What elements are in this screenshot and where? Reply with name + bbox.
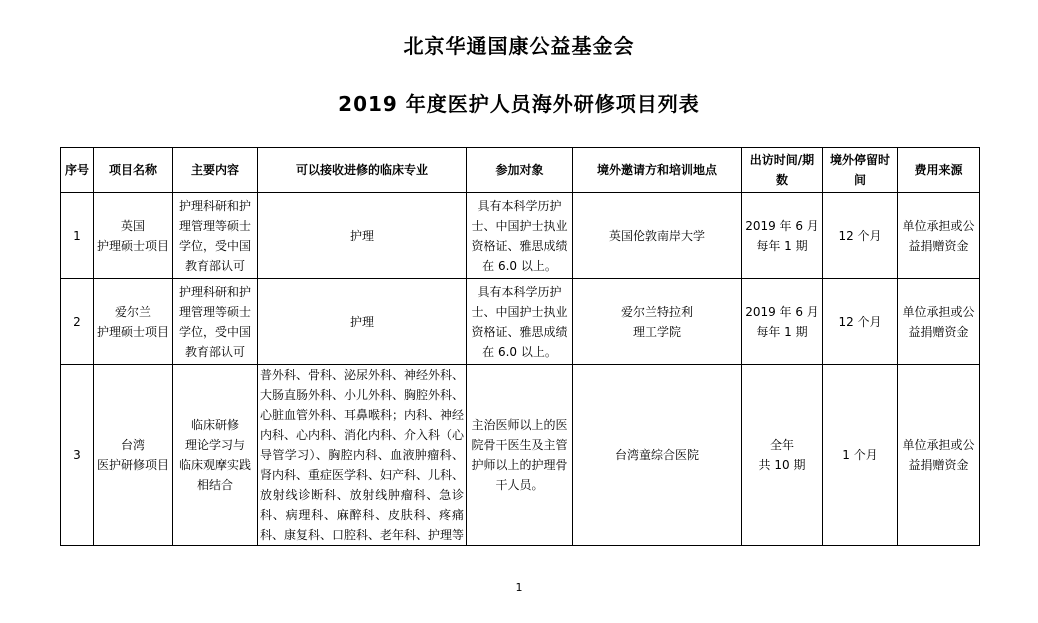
column-header-target: 参加对象 bbox=[467, 148, 573, 193]
cell-time: 2019 年 6 月 每年 1 期 bbox=[742, 193, 823, 279]
cell-specialty: 护理 bbox=[258, 279, 467, 365]
cell-content: 护理科研和护理管理等硕士学位，受中国教育部认可 bbox=[173, 193, 258, 279]
column-header-time: 出访时间/期数 bbox=[742, 148, 823, 193]
table-row bbox=[61, 193, 980, 279]
cell-name: 英国 护理硕士项目 bbox=[94, 193, 173, 279]
cell-name: 台湾 医护研修项目 bbox=[94, 365, 173, 546]
cell-funding: 单位承担或公益捐赠资金 bbox=[898, 193, 980, 279]
cell-no: 1 bbox=[61, 193, 94, 279]
cell-target: 主治医师以上的医院骨干医生及主管护师以上的护理骨干人员。 bbox=[467, 365, 573, 546]
cell-stay: 12 个月 bbox=[823, 193, 898, 279]
column-header-name: 项目名称 bbox=[94, 148, 173, 193]
cell-no: 3 bbox=[61, 365, 94, 546]
cell-content: 临床研修 理论学习与 临床观摩实践 相结合 bbox=[173, 365, 258, 546]
table-row bbox=[61, 365, 980, 546]
cell-time: 全年 共 10 期 bbox=[742, 365, 823, 546]
cell-host: 爱尔兰特拉利 理工学院 bbox=[573, 279, 742, 365]
column-header-host: 境外邀请方和培训地点 bbox=[573, 148, 742, 193]
table-row bbox=[61, 279, 980, 365]
cell-target: 具有本科学历护士、中国护士执业资格证、雅思成绩在 6.0 以上。 bbox=[467, 193, 573, 279]
cell-target: 具有本科学历护士、中国护士执业资格证、雅思成绩在 6.0 以上。 bbox=[467, 279, 573, 365]
cell-specialty: 护理 bbox=[258, 193, 467, 279]
table-header-row bbox=[61, 148, 980, 193]
page-number: 1 bbox=[515, 581, 523, 594]
cell-name: 爱尔兰 护理硕士项目 bbox=[94, 279, 173, 365]
cell-funding: 单位承担或公益捐赠资金 bbox=[898, 279, 980, 365]
cell-content: 护理科研和护理管理等硕士学位，受中国教育部认可 bbox=[173, 279, 258, 365]
document-title: 2019 年度医护人员海外研修项目列表 bbox=[338, 92, 700, 116]
column-header-funding: 费用来源 bbox=[898, 148, 980, 193]
project-table bbox=[60, 147, 980, 546]
cell-host: 台湾童综合医院 bbox=[573, 365, 742, 546]
cell-no: 2 bbox=[61, 279, 94, 365]
cell-stay: 12 个月 bbox=[823, 279, 898, 365]
cell-host: 英国伦敦南岸大学 bbox=[573, 193, 742, 279]
cell-specialty: 普外科、骨科、泌尿外科、神经外科、大肠直肠外科、小儿外科、胸腔外科、心脏血管外科、耳鼻喉科；内科、神经内科、心内科、消化内科、介入科（心导管学习）、胸腔内科、血液肿瘤科、肾内科、重症医学科、妇产科、儿科、放射线诊断科、放射线肿瘤科、急诊科、病理科、麻醉科、皮肤科、疼痛科、康复科、口腔科、老年科、护理等 bbox=[258, 365, 467, 546]
cell-funding: 单位承担或公益捐赠资金 bbox=[898, 365, 980, 546]
column-header-no: 序号 bbox=[61, 148, 94, 193]
organization-title: 北京华通国康公益基金会 bbox=[403, 34, 635, 58]
cell-stay: 1 个月 bbox=[823, 365, 898, 546]
column-header-content: 主要内容 bbox=[173, 148, 258, 193]
column-header-specialty: 可以接收进修的临床专业 bbox=[258, 148, 467, 193]
column-header-stay: 境外停留时间 bbox=[823, 148, 898, 193]
cell-time: 2019 年 6 月 每年 1 期 bbox=[742, 279, 823, 365]
